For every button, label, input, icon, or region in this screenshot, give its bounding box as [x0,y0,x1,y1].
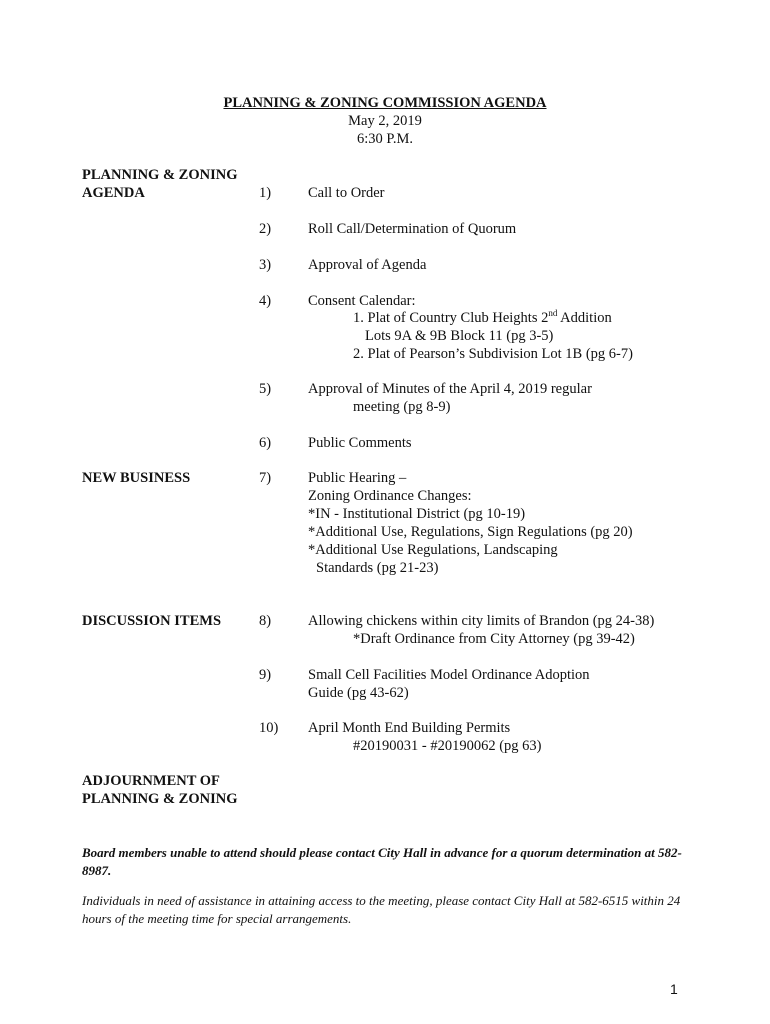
item-number: 6) [259,435,272,451]
consent-item-1-detail: Lots 9A & 9B Block 11 (pg 3-5) [365,328,554,344]
item-landscaping: *Additional Use Regulations, Landscaping [308,542,558,558]
item-approval-of-minutes-cont: meeting (pg 8-9) [353,399,451,415]
item-number: 8) [259,613,272,629]
item-roll-call: Roll Call/Determination of Quorum [308,221,517,237]
accessibility-notice: Individuals in need of assistance in attaining access to the meeting, please contact City Hall at 582-6515 within 24 hours of the meeting time for special arrangements. [82,893,681,926]
item-zoning-changes: Zoning Ordinance Changes: [308,488,472,504]
consent-item-1-text-end: Addition [557,310,612,326]
section-label-new-business: NEW BUSINESS [82,470,191,486]
item-number: 1) [259,185,272,201]
meeting-date: May 2, 2019 [348,113,422,129]
item-landscaping-cont: Standards (pg 21-23) [316,560,439,576]
section-label-adjournment-line2: PLANNING & ZONING [82,791,238,807]
item-approval-of-minutes: Approval of Minutes of the April 4, 2019 regular [308,381,592,397]
item-call-to-order: Call to Order [308,185,385,201]
item-number: 9) [259,667,272,683]
item-number: 3) [259,257,272,273]
agenda-title: PLANNING & ZONING COMMISSION AGENDA [223,95,547,111]
consent-item-2: 2. Plat of Pearson’s Subdivision Lot 1B (pg 6-7) [353,346,633,362]
section-label-discussion-items: DISCUSSION ITEMS [82,613,222,629]
item-sign-regulations: *Additional Use, Regulations, Sign Regulations (pg 20) [308,524,633,540]
item-building-permits-cont: #20190031 - #20190062 (pg 63) [353,738,542,754]
item-small-cell-cont: Guide (pg 43-62) [308,685,409,701]
item-number: 2) [259,221,272,237]
item-chickens: Allowing chickens within city limits of Brandon (pg 24-38) [308,613,655,629]
item-building-permits: April Month End Building Permits [308,720,511,736]
item-number: 4) [259,293,272,309]
item-number: 10) [259,720,279,736]
quorum-notice: Board members unable to attend should please contact City Hall in advance for a quorum determination at 582-8987. [82,845,682,878]
consent-item-1-text: 1. Plat of Country Club Heights 2 [353,310,549,326]
item-approval-of-agenda: Approval of Agenda [308,257,427,273]
item-draft-ordinance: *Draft Ordinance from City Attorney (pg 39-42) [353,631,635,647]
item-small-cell: Small Cell Facilities Model Ordinance Adoption [308,667,590,683]
item-public-hearing: Public Hearing – [308,470,407,486]
item-consent-calendar: Consent Calendar: [308,293,416,309]
section-label-agenda-line1: PLANNING & ZONING [82,167,238,183]
section-label-agenda-line2: AGENDA [82,185,145,201]
page-number: 1 [670,981,678,997]
item-institutional-district: *IN - Institutional District (pg 10-19) [308,506,526,522]
item-number: 5) [259,381,272,397]
item-number: 7) [259,470,272,486]
ordinal-suffix: nd [548,308,558,319]
meeting-time: 6:30 P.M. [356,131,413,147]
item-public-comments: Public Comments [308,435,412,451]
consent-item-1 [353,309,612,327]
section-label-adjournment-line1: ADJOURNMENT OF [82,773,220,789]
